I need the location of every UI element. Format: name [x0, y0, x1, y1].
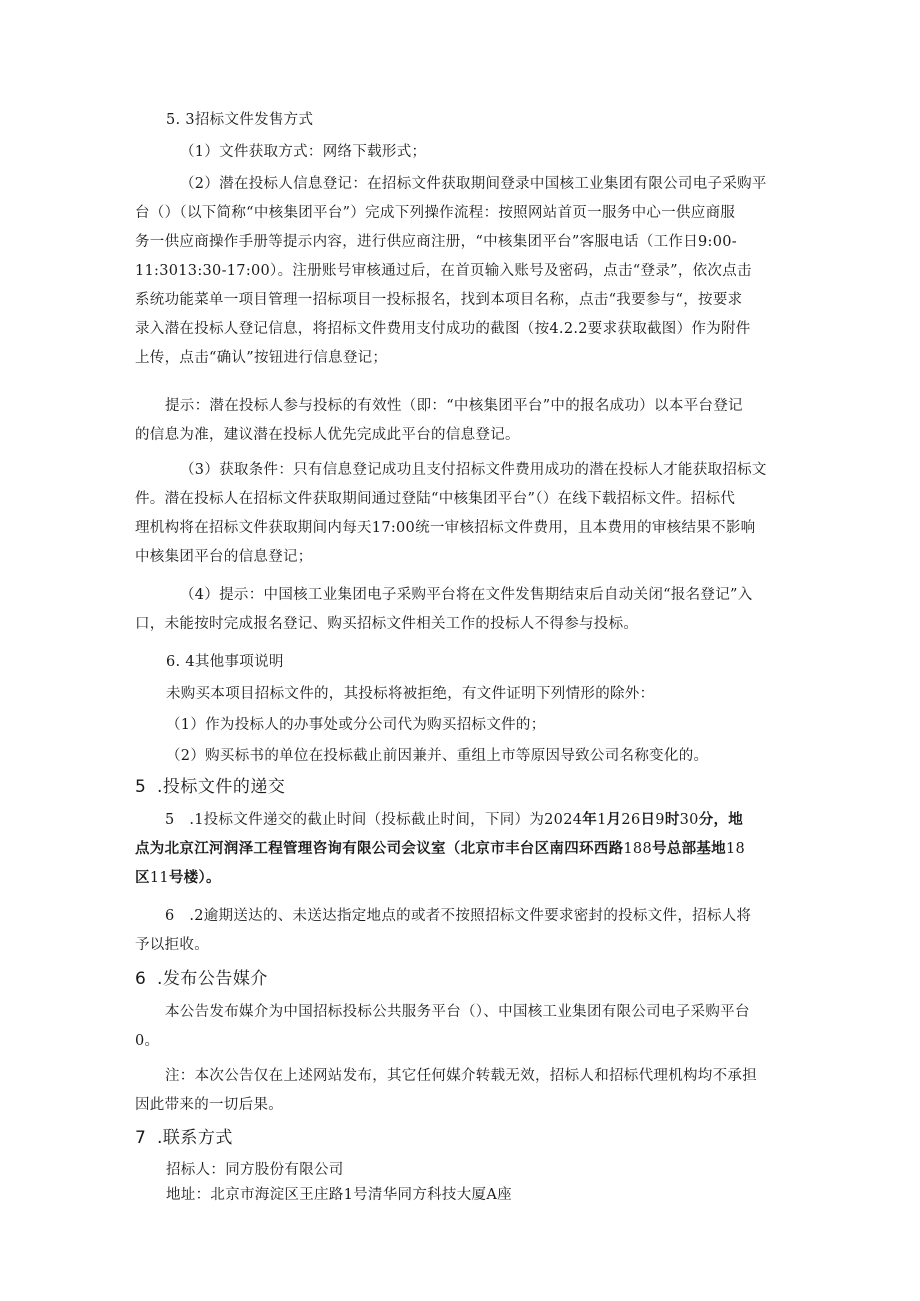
- section-title: .联系方式: [157, 1128, 233, 1148]
- media-paragraph: [135, 1002, 790, 1060]
- section-7-heading: [135, 1127, 233, 1149]
- late-line: 6 .2逾期送达的、未送达指定地点的或者不按照招标文件要求密封的投标文件，招标人将: [165, 908, 752, 924]
- item-2-paragraph: [135, 174, 790, 377]
- tip-line: 提示：潜在投标人参与投标的有效性（即：“中核集团平台”中的报名成功）以本平台登记: [165, 398, 743, 414]
- item-2-line: 系统功能菜单一项目管理一招标项目一投标报名，找到本项目名称，点击“我要参与“，按要求: [135, 292, 743, 308]
- section-6-4-title: 6. 4其他事项说明: [166, 654, 284, 670]
- tenderer: 招标人：同方股份有限公司: [166, 1162, 344, 1178]
- item-4-paragraph: [135, 585, 790, 643]
- item-4-line: （4）提示：中国核工业集团电子采购平台将在文件发售期结束后自动关闭“报名登记”入: [180, 587, 753, 603]
- media-line: 本公告发布媒介为中国招标投标公共服务平台（）、中国核工业集团有限公司电子采购平台: [165, 1004, 750, 1020]
- deadline-minute-unit: 分，地: [698, 812, 744, 828]
- item-3-line: 件。潜在投标人在招标文件获取期间通过登陆“中核集团平台”（）在线下载招标文件。招标代: [135, 491, 736, 507]
- venue-building-unit: 号楼）。: [168, 870, 221, 886]
- late-line: 予以拒收。: [135, 937, 209, 953]
- item-3-line: 理机构将在招标文件获取期间内每天17:00统一审核招标文件费用，且本费用的审核结果不影响: [135, 520, 756, 536]
- tip-paragraph: [135, 396, 790, 454]
- item-2-line: （2）潜在投标人信息登记：在招标文件获取期间登录中国核工业集团有限公司电子采购平: [180, 176, 767, 192]
- media-line: 0。: [135, 1033, 160, 1049]
- exception-1: （1）作为投标人的办事处或分公司代为购买招标文件的；: [166, 717, 546, 733]
- section-number: 7: [135, 1128, 147, 1148]
- deadline-year-unit: 年: [582, 812, 598, 828]
- late-submission-paragraph: [135, 906, 790, 964]
- venue-zone: 18: [725, 841, 746, 857]
- tip-line: 的信息为准，建议潜在投标人优先完成此平台的信息登记。: [135, 427, 520, 443]
- item-2-line: 上传，点击“确认”按钮进行信息登记；: [135, 350, 388, 366]
- deadline-line: [135, 810, 790, 839]
- not-purchased-note: 未购买本项目招标文件的，其投标将被拒绝，有文件证明下列情形的除外：: [166, 686, 655, 702]
- venue-number: 188: [623, 841, 652, 857]
- deadline-day-unit: 日: [640, 812, 656, 828]
- note-line: 注：本次公告仅在上述网站发布，其它任何媒介转载无效，招标人和招标代理机构均不承担: [165, 1068, 757, 1084]
- note-paragraph: [135, 1066, 790, 1124]
- section-title: .投标文件的递交: [157, 777, 286, 797]
- deadline-day: 26: [621, 812, 641, 828]
- item-2-line: 11:3013:30-17:00）。注册账号审核通过后，在首页输入账号及密码，点击“登录”，依次点击: [135, 263, 752, 279]
- address: 地址：北京市海淀区王庄路1号清华同方科技大厦A座: [166, 1187, 512, 1203]
- section-6-heading: [135, 968, 268, 990]
- venue-text: 点为北京江河润泽工程管理咨询有限公司会议室（北京市丰台区南四环西路: [135, 841, 624, 857]
- item-2-line: 台（）（以下简称“中核集团平台”）完成下列操作流程：按照网站首页一服务中心一供应商服: [135, 205, 736, 221]
- section-number: 6: [135, 969, 147, 989]
- item-2-line: 务一供应商操作手册等提示内容，进行供应商注册，“中核集团平台”客服电话（工作日9:00-: [135, 234, 737, 250]
- section-5-heading: [135, 776, 285, 798]
- item-3-line: 中核集团平台的信息登记；: [135, 549, 313, 565]
- deadline-text: 5 .1投标文件递交的截止时间（投标截止时间，下同）为2024: [165, 812, 583, 828]
- venue-building: 11: [149, 870, 169, 886]
- exception-2: （2）购买标书的单位在投标截止前因兼并、重组上市等原因导致公司名称变化的。: [166, 748, 709, 764]
- venue-zone-unit: 区: [135, 870, 150, 886]
- item-1: （1）文件获取方式：网络下载形式；: [180, 144, 427, 160]
- deadline-hour: 9: [655, 812, 665, 828]
- item-4-line: 口，未能按时完成报名登记、购买招标文件相关工作的投标人不得参与投标。: [135, 616, 639, 632]
- deadline-paragraph: [135, 810, 790, 897]
- item-2-line: 录入潜在投标人登记信息，将招标文件费用支付成功的截图（按4.2.2要求获取截图）作为附件: [135, 321, 751, 337]
- section-5-3-title: 5. 3招标文件发售方式: [166, 112, 314, 128]
- item-3-paragraph: [135, 460, 790, 576]
- section-number: 5: [135, 777, 147, 797]
- item-3-line: （3）获取条件：只有信息登记成功且支付招标文件费用成功的潜在投标人才能获取招标文: [180, 462, 767, 478]
- deadline-month-unit: 月: [606, 812, 622, 828]
- deadline-hour-unit: 时: [664, 812, 680, 828]
- note-line: 因此带来的一切后果。: [135, 1097, 283, 1113]
- deadline-month: 1: [597, 812, 607, 828]
- section-title: .发布公告媒介: [157, 969, 268, 989]
- venue-text-2: 号总部基地: [651, 841, 726, 857]
- deadline-minute: 30: [679, 812, 699, 828]
- deadline-line: [135, 839, 790, 868]
- deadline-line: [135, 868, 790, 897]
